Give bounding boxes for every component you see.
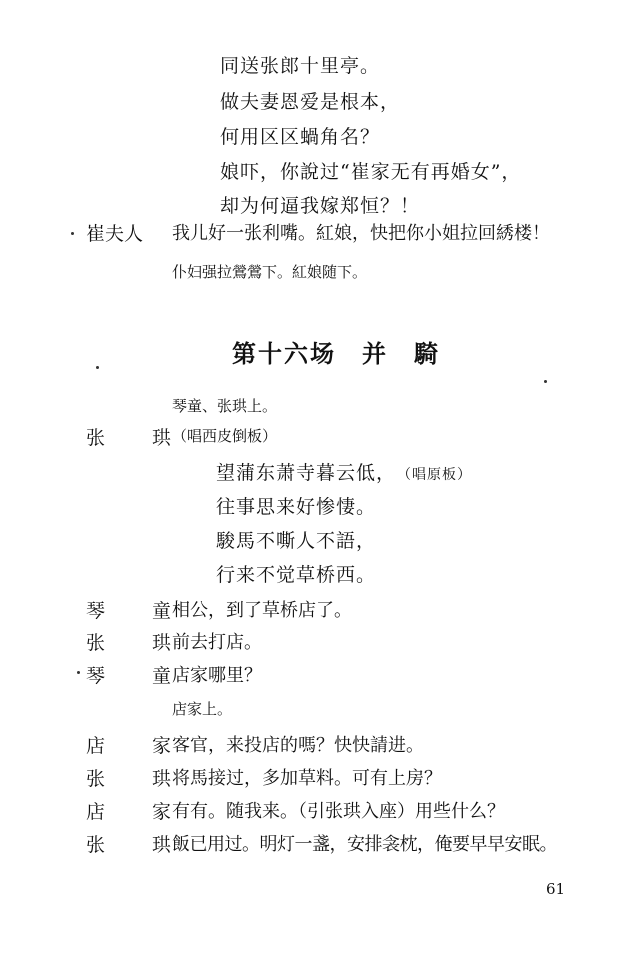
speaker-name: 张 珙	[86, 427, 186, 449]
verse-line: 做夫妻恩爱是根本，	[220, 91, 401, 113]
speaker-name: 店 家	[86, 801, 186, 823]
ink-speck	[96, 366, 99, 369]
verse-line: 何用区区蝸角名？	[220, 126, 381, 148]
song-line: 望蒲东萧寺暮云低， （唱原板）	[216, 462, 473, 484]
dialogue-line: 飯已用过。明灯一盞，安排衾枕，俺要早早安眠。	[172, 834, 557, 855]
speaker-name: 店 家	[86, 735, 186, 757]
dialogue-line: 前去打店。	[172, 632, 262, 653]
stage-direction: 琴童、张珙上。	[172, 397, 278, 415]
song-line: 行来不觉草桥西。	[216, 564, 377, 586]
page-number: 61	[546, 880, 566, 898]
ink-speck	[544, 380, 547, 383]
singing-direction: （唱原板）	[404, 467, 473, 483]
stage-direction: 店家上。	[172, 700, 233, 718]
speaker-name: 琴 童	[86, 665, 186, 687]
ink-speck	[71, 232, 74, 235]
song-line: 往事思来好惨悽。	[216, 496, 377, 518]
dialogue-line: 有有。随我来。（引张珙入座）用些什么？	[172, 801, 505, 822]
verse-line: 娘吓，你說过“崔家无有再婚女”，	[220, 161, 522, 183]
song-line: 駿馬不嘶人不語，	[216, 530, 377, 552]
speaker-name: 张 珙	[86, 768, 186, 790]
dialogue-line: 店家哪里？	[172, 665, 262, 686]
dialogue-line: 客官，来投店的嗎？快快請进。	[172, 735, 424, 756]
verse-line: 同送张郎十里亭。	[220, 55, 381, 77]
dialogue-line: 将馬接过，多加草料。可有上房？	[172, 768, 442, 789]
singing-direction: （唱西皮倒板）	[172, 427, 278, 445]
ink-speck	[77, 671, 80, 674]
dialogue-line: 相公，到了草桥店了。	[172, 600, 352, 621]
speaker-name: 崔夫人	[86, 223, 144, 245]
scene-title: 第十六场 并 騎	[232, 339, 440, 368]
stage-direction: 仆妇强拉鶯鶯下。紅娘随下。	[172, 263, 368, 281]
dialogue-line: 我儿好一张利嘴。紅娘，快把你小姐拉回綉楼！	[172, 223, 550, 244]
speaker-name: 张 珙	[86, 834, 186, 856]
verse-line: 却为何逼我嫁郑恒？！	[220, 195, 421, 217]
speaker-name: 琴 童	[86, 600, 186, 622]
speaker-name: 张 珙	[86, 632, 186, 654]
